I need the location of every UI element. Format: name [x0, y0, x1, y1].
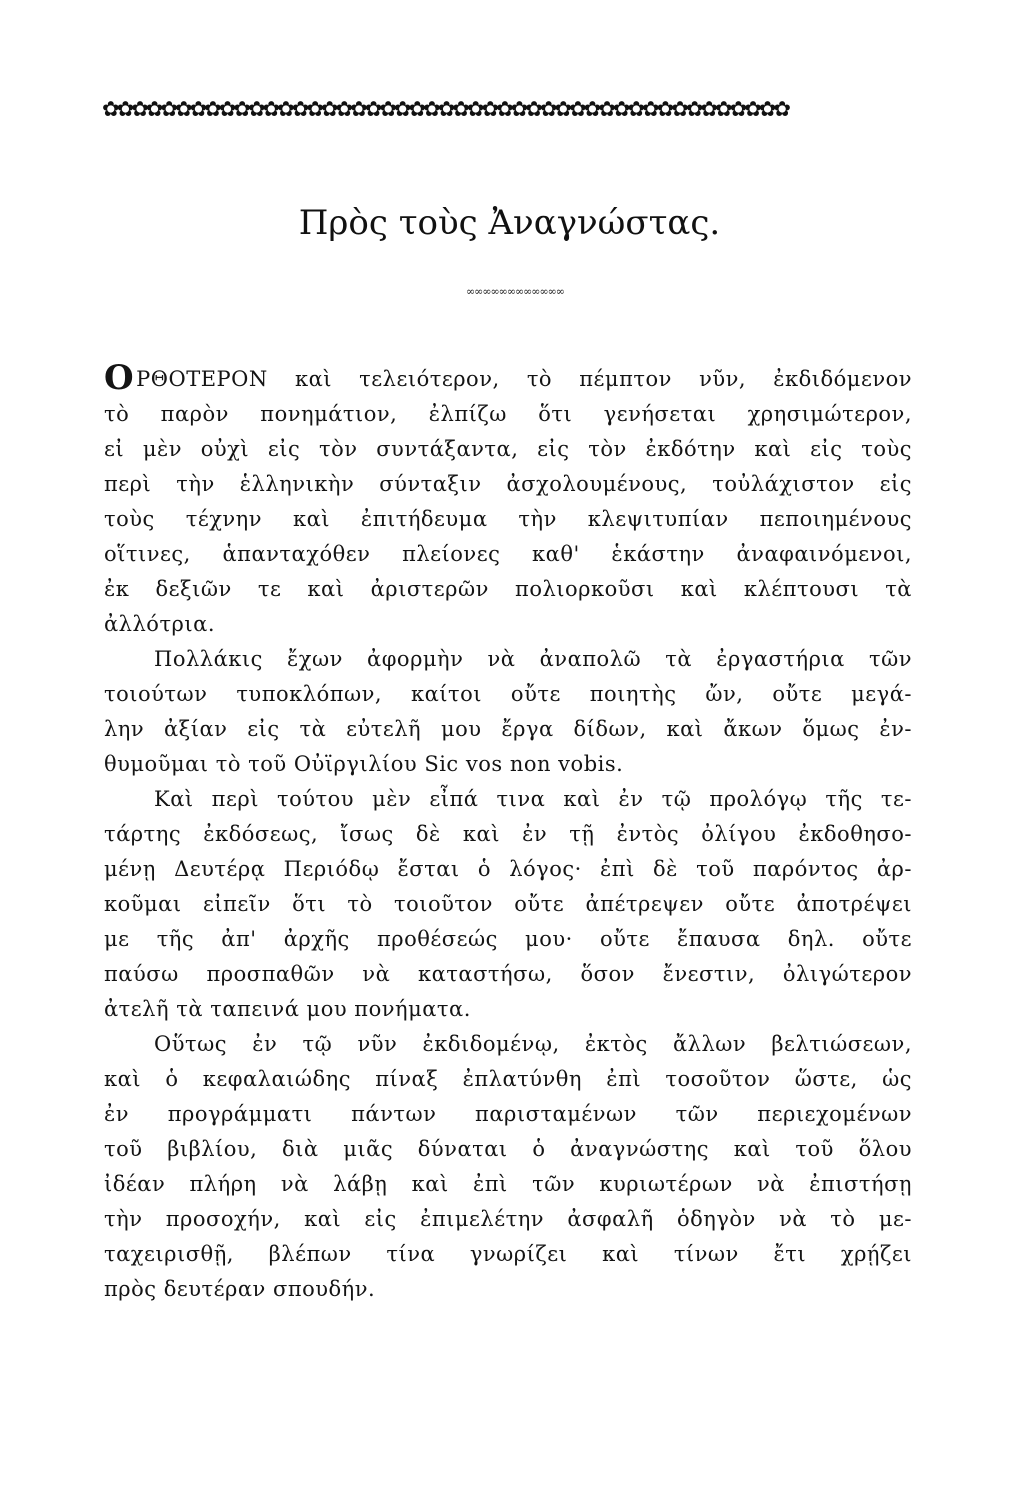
header-ornament-band: ✿✿✿✿✿✿✿✿✿✿✿✿✿✿✿✿✿✿✿✿✿✿✿✿✿✿✿✿✿✿✿✿✿✿✿✿✿✿✿✿✿✿✿✿✿✿✿ — [102, 97, 788, 121]
line-text: καὶ τελειότερον, τὸ πέμπτον νῦν, ἐκδιδόμενον — [294, 367, 912, 391]
paragraph-1-line: ἐκ δεξιῶν τε καὶ ἀριστερῶν πολιορκοῦσι καὶ κλέπτουσι τὰ — [104, 577, 912, 601]
paragraph-3-line: μένῃ Δευτέρᾳ Περιόδῳ ἔσται ὁ λόγος· ἐπὶ δὲ τοῦ παρόντος ἀρ- — [104, 857, 912, 881]
paragraph-1-line: τοὺς τέχνην καὶ ἐπιτήδευμα τὴν κλεψιτυπίαν πεποιημένους — [104, 507, 912, 531]
paragraph-3-line: τάρτης ἐκδόσεως, ἴσως δὲ καὶ ἐν τῇ ἐντὸς ὀλίγου ἐκδοθησο- — [104, 822, 912, 846]
paragraph-1-line: ἀλλότρια. — [104, 612, 215, 636]
title-rule-ornament: ∞∞∞∞∞∞∞∞∞∞∞∞ — [466, 287, 564, 297]
body-text — [104, 362, 912, 1307]
paragraph-1-line: οἵτινες, ἁπανταχόθεν πλείονες καθ' ἑκάστην ἀναφαινόμενοι, — [104, 542, 912, 566]
paragraph-1-line-1 — [104, 362, 912, 397]
paragraph-4-line: τὴν προσοχήν, καὶ εἰς ἐπιμελέτην ἀσφαλῆ ὁδηγὸν νὰ τὸ με- — [104, 1207, 912, 1231]
drop-cap: Ο — [104, 362, 135, 397]
paragraph-4-line: καὶ ὁ κεφαλαιώδης πίναξ ἐπλατύνθη ἐπὶ τοσοῦτον ὥστε, ὡς — [104, 1067, 912, 1091]
paragraph-3-line: παύσω προσπαθῶν νὰ καταστήσω, ὅσον ἔνεστιν, ὀλιγώτερον — [104, 962, 912, 986]
paragraph-2-line: τοιούτων τυποκλόπων, καίτοι οὔτε ποιητὴς ὤν, οὔτε μεγά- — [104, 682, 912, 706]
paragraph-4-line: ταχειρισθῇ, βλέπων τίνα γνωρίζει καὶ τίνων ἔτι χρῄζει — [104, 1242, 912, 1266]
paragraph-3-line: Καὶ περὶ τούτου μὲν εἶπά τινα καὶ ἐν τῷ προλόγῳ τῆς τε- — [154, 787, 912, 811]
paragraph-4-line: τοῦ βιβλίου, διὰ μιᾶς δύναται ὁ ἀναγνώστης καὶ τοῦ ὅλου — [104, 1137, 912, 1161]
paragraph-1-line: περὶ τὴν ἑλληνικὴν σύνταξιν ἀσχολουμένους, τοὐλάχιστον εἰς — [104, 472, 912, 496]
paragraph-1-line: εἰ μὲν οὐχὶ εἰς τὸν συντάξαντα, εἰς τὸν ἐκδότην καὶ εἰς τοὺς — [104, 437, 912, 461]
paragraph-2-line: λην ἀξίαν εἰς τὰ εὐτελῆ μου ἔργα δίδων, καὶ ἄκων ὅμως ἐν- — [104, 717, 912, 741]
page-title: Πρὸς τοὺς Ἀναγνώστας. — [298, 203, 721, 243]
paragraph-4-line: Οὕτως ἐν τῷ νῦν ἐκδιδομένῳ, ἐκτὸς ἄλλων βελτιώσεων, — [154, 1032, 912, 1056]
paragraph-4-line: πρὸς δευτέραν σπουδήν. — [104, 1277, 376, 1301]
paragraph-3-line: με τῆς ἀπ' ἀρχῆς προθέσεώς μου· οὔτε ἔπαυσα δηλ. οὔτε — [104, 927, 912, 951]
paragraph-2-line: θυμοῦμαι τὸ τοῦ Οὐϊργιλίου Sic vos non vobis. — [104, 752, 624, 776]
paragraph-3-line: ἀτελῆ τὰ ταπεινά μου πονήματα. — [104, 997, 471, 1021]
lead-word: ΡΘΟΤΕΡΟΝ — [136, 367, 268, 391]
paragraph-4-line: ἐν προγράμματι πάντων παρισταμένων τῶν περιεχομένων — [104, 1102, 912, 1126]
paragraph-4-line: ἰδέαν πλήρη νὰ λάβῃ καὶ ἐπὶ τῶν κυριωτέρων νὰ ἐπιστήσῃ — [104, 1172, 912, 1196]
paragraph-3-line: κοῦμαι εἰπεῖν ὅτι τὸ τοιοῦτον οὔτε ἀπέτρεψεν οὔτε ἀποτρέψει — [104, 892, 912, 916]
paragraph-2-line: Πολλάκις ἔχων ἀφορμὴν νὰ ἀναπολῶ τὰ ἐργαστήρια τῶν — [154, 647, 912, 671]
paragraph-1-line: τὸ παρὸν πονημάτιον, ἐλπίζω ὅτι γενήσεται χρησιμώτερον, — [104, 402, 912, 426]
